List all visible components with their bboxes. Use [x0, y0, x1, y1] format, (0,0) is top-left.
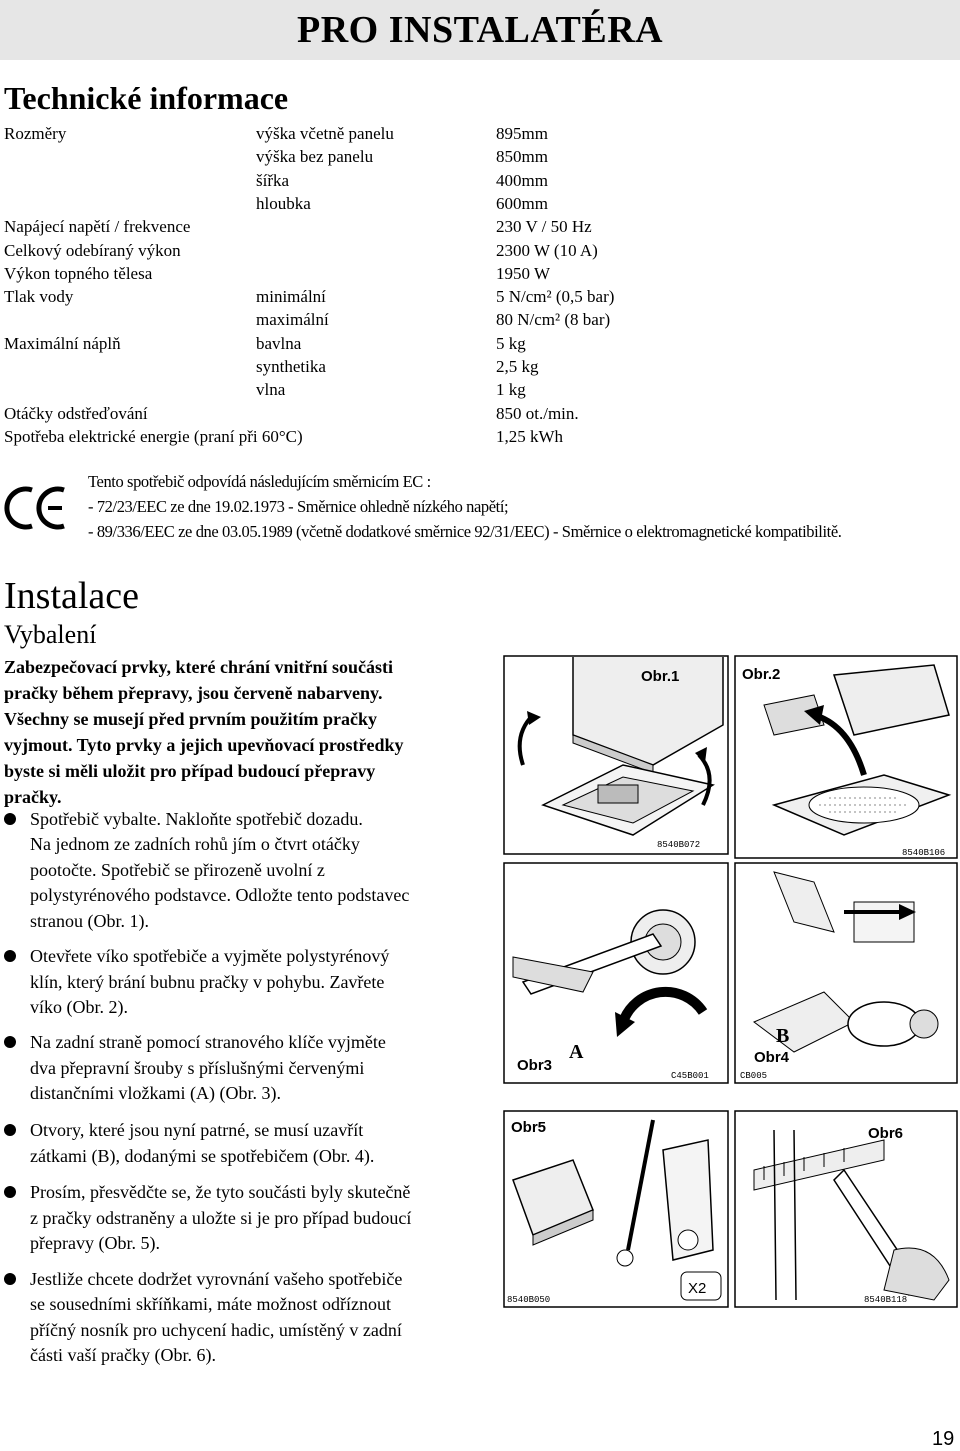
intro-line: vyjmout. Tyto prvky a jejich upevňovací prostředky [4, 735, 404, 755]
bullet-icon [4, 813, 16, 825]
figure-4-label: Obr4 [754, 1049, 790, 1066]
step-2-line: klín, který brání bubnu pračky v pohybu. Zavřete [30, 972, 385, 992]
figure-3-marker-a: A [569, 1041, 584, 1063]
spec-cell-c3: 2,5 kg [496, 357, 539, 376]
spec-cell-c3: 600mm [496, 193, 548, 213]
spec-cell-c2: vlna [256, 380, 286, 400]
figure-1-tilted-washer-illustration [503, 655, 729, 855]
figure-5-label: Obr5 [511, 1119, 547, 1136]
step-1-line: Spotřebič vybalte. Nakloňte spotřebič dozadu. [30, 809, 363, 829]
step-1-line: stranou (Obr. 1). [30, 911, 149, 931]
page-header-title: PRO INSTALATÉRA [297, 9, 664, 51]
spec-cell-c2: hloubka [256, 193, 311, 213]
ce-directive-1: - 72/23/EEC ze dne 19.02.1973 - Směrnice ohledně nízkého napětí; [88, 497, 509, 516]
spec-cell-c3: 400mm [496, 170, 548, 190]
step-3-line: Na zadní straně pomocí stranového klíče vyjměte [30, 1032, 386, 1052]
spec-cell-c3: 2300 W (10 A) [496, 240, 598, 260]
spec-cell-c1: Výkon topného tělesa [4, 263, 153, 283]
figure-1-code: 8540B072 [657, 840, 701, 850]
figure-6-label: Obr6 [868, 1125, 904, 1142]
step-2-line: víko (Obr. 2). [30, 997, 128, 1017]
figure-2-code: 8540B106 [902, 848, 946, 858]
spec-cell-c2: minimální [256, 287, 326, 307]
ce-mark-icon [4, 484, 68, 532]
bullet-icon [4, 950, 16, 962]
spec-cell-c3: 230 V / 50 Hz [496, 217, 592, 237]
intro-line: Zabezpečovací prvky, které chrání vnitřní součásti [4, 657, 393, 677]
step-6-line: se sousedními skříňkami, máte možnost odříznout [30, 1294, 391, 1314]
spec-cell-c1: Napájecí napětí / frekvence [4, 217, 191, 237]
step-6-line: části vaší pračky (Obr. 6). [30, 1345, 216, 1365]
spec-cell-c3: 5 kg [496, 333, 526, 353]
spec-cell-c3: 80 N/cm² (8 bar) [496, 310, 611, 330]
ce-directive-2: - 89/336/EEC ze dne 03.05.1989 (včetně dodatkové směrnice 92/31/EEC) - Směrnice o elektromagnetické kompatibilitě. [88, 522, 842, 541]
spec-cell-c1: Rozměry [4, 124, 67, 143]
spec-cell-c1: Maximální náplň [4, 333, 121, 353]
figure-5-quantity: X2 [688, 1280, 707, 1297]
spec-cell-c3: 850mm [496, 147, 548, 167]
bullet-icon [4, 1273, 16, 1285]
figure-3-wrench-bolt-illustration [503, 862, 729, 1084]
spec-cell-c2: výška včetně panelu [256, 124, 394, 143]
spec-cell-c3: 5 N/cm² (0,5 bar) [496, 287, 615, 307]
technical-info-title: Technické informace [4, 80, 289, 116]
figure-4-plug-insertion-illustration [734, 862, 958, 1084]
step-3-line: dva přepravní šrouby s příslušnými červenými [30, 1058, 365, 1078]
spec-cell-c2: výška bez panelu [256, 147, 374, 167]
figure-4-code: CB005 [740, 1071, 768, 1081]
figure-1-label: Obr.1 [641, 668, 680, 685]
step-2-line: Otevřete víko spotřebiče a vyjměte polystyrénový [30, 946, 390, 966]
figure-3-code: C45B001 [671, 1071, 709, 1081]
figure-2-open-lid-illustration [734, 655, 958, 859]
figure-6-cutting-crossbar-illustration [734, 1110, 958, 1308]
spec-cell-c1: Tlak vody [4, 287, 74, 307]
spec-cell-c3: 1 kg [496, 380, 526, 400]
step-4-line: zátkami (B), dodanými se spotřebičem (Obr. 4). [30, 1146, 375, 1166]
step-1-line: pootočte. Spotřebič se přirozeně uvolní z [30, 860, 325, 880]
step-6-line: Jestliže chcete dodržet vyrovnání vašeho spotřebiče [30, 1269, 403, 1289]
bullet-icon [4, 1186, 16, 1198]
bullet-icon [4, 1124, 16, 1136]
intro-line: pračky. [4, 787, 62, 807]
figure-3-label: Obr3 [517, 1057, 553, 1074]
spec-cell-c3: 850 ot./min. [496, 403, 579, 423]
figure-5-transport-parts-illustration [503, 1110, 729, 1308]
spec-cell-c1: Celkový odebíraný výkon [4, 240, 181, 260]
step-6-line: příčný nosník pro uchycení hadic, umístěný v zadní [30, 1320, 402, 1340]
intro-line: byste si měli uložit pro případ budoucí přepravy [4, 761, 376, 781]
figure-4-marker-b: B [776, 1025, 790, 1047]
ce-statement: Tento spotřebič odpovídá následujícím směrnicím EC : [88, 472, 431, 491]
bullet-icon [4, 1036, 16, 1048]
spec-cell-c3: 1,25 kWh [496, 426, 564, 446]
step-4-line: Otvory, které jsou nyní patrné, se musí uzavřít [30, 1120, 364, 1140]
spec-cell-c2: bavlna [256, 333, 302, 353]
intro-line: Všechny se musejí před prvním použitím pračky [4, 709, 377, 729]
step-1-line: polystyrénového podstavce. Odložte tento podstavec [30, 885, 410, 905]
intro-line: pračky během přepravy, jsou červeně nabarveny. [4, 683, 383, 703]
spec-cell-c3: 895mm [496, 124, 548, 143]
step-3-line: distančními vložkami (A) (Obr. 3). [30, 1083, 281, 1103]
step-5-line: z pračky odstraněny a uložte si je pro případ budoucí [30, 1208, 412, 1228]
figure-5-code: 8540B050 [507, 1295, 551, 1305]
step-5-line: přepravy (Obr. 5). [30, 1233, 160, 1253]
spec-cell-c1: Otáčky odstřeďování [4, 403, 148, 423]
step-5-line: Prosím, přesvědčte se, že tyto součásti byly skutečně [30, 1182, 411, 1202]
installation-title: Instalace [4, 575, 140, 617]
unpacking-subtitle: Vybalení [4, 620, 97, 649]
page-number: 19 [932, 1428, 955, 1450]
step-1-line: Na jednom ze zadních rohů jím o čtvrt otáčky [30, 834, 360, 854]
spec-cell-c1: Spotřeba elektrické energie (praní při 60°C) [4, 426, 303, 446]
spec-cell-c2: šířka [256, 170, 290, 190]
figure-2-label: Obr.2 [742, 666, 781, 683]
spec-cell-c2: maximální [256, 310, 329, 330]
figure-6-code: 8540B118 [864, 1295, 908, 1305]
spec-cell-c3: 1950 W [496, 263, 550, 283]
spec-cell-c2: synthetika [256, 357, 326, 376]
